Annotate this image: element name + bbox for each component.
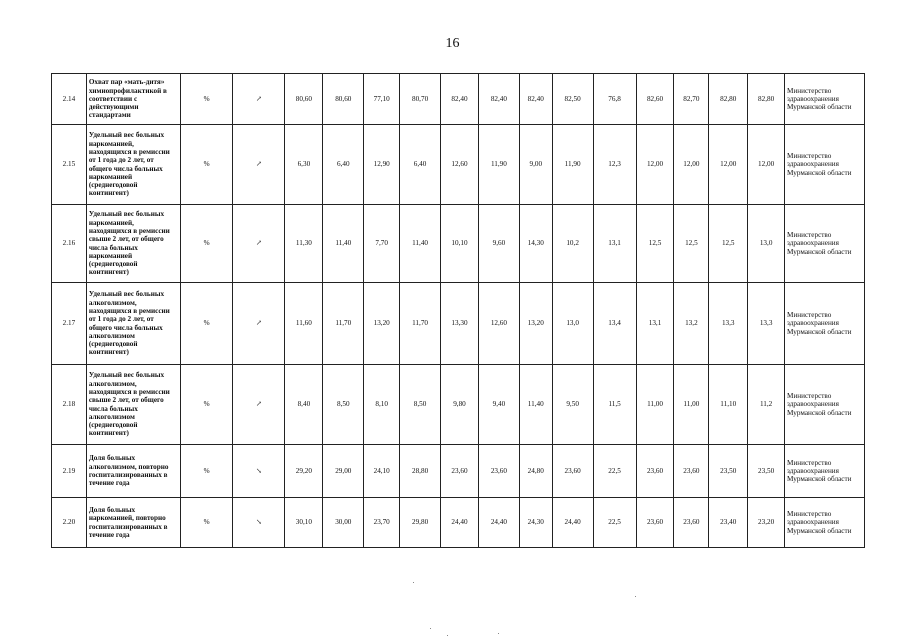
value-cell: 11,10 [709, 365, 748, 445]
value-cell: 11,40 [519, 365, 552, 445]
table-row [52, 74, 865, 125]
value-cell: 23,60 [552, 445, 593, 498]
value-cell: 12,60 [441, 125, 479, 205]
trend-arrow-icon: ↗ [233, 283, 285, 365]
unit-cell: % [181, 498, 233, 548]
scan-speck [430, 628, 431, 629]
value-cell: 82,70 [674, 74, 709, 125]
value-cell: 22,5 [593, 498, 636, 548]
value-cell: 12,5 [674, 205, 709, 283]
unit-cell: % [181, 445, 233, 498]
value-cell: 6,40 [400, 125, 441, 205]
value-cell: 76,8 [593, 74, 636, 125]
value-cell: 7,70 [364, 205, 400, 283]
table-row [52, 365, 865, 445]
value-cell: 13,3 [709, 283, 748, 365]
value-cell: 11,00 [674, 365, 709, 445]
value-cell: 29,20 [285, 445, 323, 498]
value-cell: 11,2 [748, 365, 785, 445]
value-cell: 23,20 [748, 498, 785, 548]
value-cell: 8,50 [400, 365, 441, 445]
value-cell: 13,0 [552, 283, 593, 365]
value-cell: 13,20 [519, 283, 552, 365]
responsible-dept: Министерство здравоохранения Мурманской области [785, 283, 865, 365]
scan-speck [413, 582, 414, 583]
value-cell: 24,40 [552, 498, 593, 548]
value-cell: 13,30 [441, 283, 479, 365]
value-cell: 9,60 [478, 205, 519, 283]
value-cell: 12,00 [748, 125, 785, 205]
value-cell: 82,40 [478, 74, 519, 125]
value-cell: 30,10 [285, 498, 323, 548]
trend-arrow-icon: ↘ [233, 498, 285, 548]
indicator-name: Охват пар «мать-дитя» химиопрофилактикой в соответствии с действующими стандартами [86, 74, 180, 125]
value-cell: 11,5 [593, 365, 636, 445]
value-cell: 23,50 [748, 445, 785, 498]
scan-speck [447, 635, 448, 636]
unit-cell: % [181, 125, 233, 205]
trend-arrow-icon: ↗ [233, 125, 285, 205]
value-cell: 28,80 [400, 445, 441, 498]
value-cell: 12,00 [709, 125, 748, 205]
table-row [52, 498, 865, 548]
row-index: 2.19 [52, 445, 87, 498]
value-cell: 22,5 [593, 445, 636, 498]
value-cell: 24,10 [364, 445, 400, 498]
value-cell: 11,00 [636, 365, 674, 445]
indicator-name: Удельный вес больных алкоголизмом, находящихся в ремиссии свыше 2 лет, от общего числа больных алкоголизмом (среднегодовой контингент) [86, 365, 180, 445]
value-cell: 8,50 [323, 365, 364, 445]
indicator-name: Удельный вес больных алкоголизмом, находящихся в ремиссии от 1 года до 2 лет, от общего числа больных алкоголизмом (среднегодовой контингент) [86, 283, 180, 365]
value-cell: 13,4 [593, 283, 636, 365]
value-cell: 82,80 [709, 74, 748, 125]
value-cell: 12,00 [674, 125, 709, 205]
table-row [52, 205, 865, 283]
value-cell: 11,70 [400, 283, 441, 365]
row-index: 2.18 [52, 365, 87, 445]
value-cell: 29,00 [323, 445, 364, 498]
value-cell: 23,60 [674, 498, 709, 548]
value-cell: 23,50 [709, 445, 748, 498]
value-cell: 12,3 [593, 125, 636, 205]
value-cell: 12,5 [636, 205, 674, 283]
value-cell: 80,70 [400, 74, 441, 125]
value-cell: 9,50 [552, 365, 593, 445]
value-cell: 12,5 [709, 205, 748, 283]
value-cell: 23,60 [636, 445, 674, 498]
value-cell: 14,30 [519, 205, 552, 283]
value-cell: 77,10 [364, 74, 400, 125]
value-cell: 23,60 [441, 445, 479, 498]
value-cell: 13,1 [636, 283, 674, 365]
responsible-dept: Министерство здравоохранения Мурманской области [785, 445, 865, 498]
value-cell: 11,90 [478, 125, 519, 205]
value-cell: 9,80 [441, 365, 479, 445]
value-cell: 13,2 [674, 283, 709, 365]
responsible-dept: Министерство здравоохранения Мурманской области [785, 125, 865, 205]
value-cell: 10,2 [552, 205, 593, 283]
value-cell: 23,60 [636, 498, 674, 548]
value-cell: 82,80 [748, 74, 785, 125]
value-cell: 12,60 [478, 283, 519, 365]
trend-arrow-icon: ↗ [233, 205, 285, 283]
value-cell: 13,1 [593, 205, 636, 283]
value-cell: 82,40 [441, 74, 479, 125]
table-body [52, 74, 865, 548]
value-cell: 29,80 [400, 498, 441, 548]
value-cell: 11,60 [285, 283, 323, 365]
page-number: 16 [445, 36, 460, 51]
value-cell: 13,20 [364, 283, 400, 365]
value-cell: 9,40 [478, 365, 519, 445]
value-cell: 24,30 [519, 498, 552, 548]
value-cell: 8,10 [364, 365, 400, 445]
value-cell: 30,00 [323, 498, 364, 548]
value-cell: 12,00 [636, 125, 674, 205]
value-cell: 82,40 [519, 74, 552, 125]
scan-speck [498, 633, 499, 634]
indicator-name: Удельный вес больных наркоманией, находящихся в ремиссии свыше 2 лет, от общего числа больных наркоманией (среднегодовой контингент) [86, 205, 180, 283]
value-cell: 23,40 [709, 498, 748, 548]
indicators-table [51, 73, 865, 548]
value-cell: 11,70 [323, 283, 364, 365]
row-index: 2.14 [52, 74, 87, 125]
table-row [52, 445, 865, 498]
value-cell: 11,90 [552, 125, 593, 205]
value-cell: 6,30 [285, 125, 323, 205]
value-cell: 10,10 [441, 205, 479, 283]
value-cell: 24,40 [441, 498, 479, 548]
row-index: 2.20 [52, 498, 87, 548]
trend-arrow-icon: ↗ [233, 365, 285, 445]
value-cell: 23,60 [674, 445, 709, 498]
row-index: 2.17 [52, 283, 87, 365]
value-cell: 11,40 [400, 205, 441, 283]
value-cell: 13,3 [748, 283, 785, 365]
value-cell: 80,60 [323, 74, 364, 125]
scan-speck [635, 596, 636, 597]
responsible-dept: Министерство здравоохранения Мурманской области [785, 205, 865, 283]
value-cell: 13,0 [748, 205, 785, 283]
unit-cell: % [181, 283, 233, 365]
row-index: 2.15 [52, 125, 87, 205]
value-cell: 11,40 [323, 205, 364, 283]
trend-arrow-icon: ↘ [233, 445, 285, 498]
row-index: 2.16 [52, 205, 87, 283]
table-row [52, 283, 865, 365]
value-cell: 82,50 [552, 74, 593, 125]
value-cell: 8,40 [285, 365, 323, 445]
value-cell: 24,40 [478, 498, 519, 548]
trend-arrow-icon: ↗ [233, 74, 285, 125]
value-cell: 11,30 [285, 205, 323, 283]
unit-cell: % [181, 365, 233, 445]
value-cell: 9,00 [519, 125, 552, 205]
table-row [52, 125, 865, 205]
indicator-name: Доля больных алкоголизмом, повторно госпитализированных в течение года [86, 445, 180, 498]
responsible-dept: Министерство здравоохранения Мурманской области [785, 74, 865, 125]
unit-cell: % [181, 74, 233, 125]
value-cell: 6,40 [323, 125, 364, 205]
indicator-name: Удельный вес больных наркоманией, находящихся в ремиссии от 1 года до 2 лет, от общего числа больных наркоманией (среднегодовой контингент) [86, 125, 180, 205]
responsible-dept: Министерство здравоохранения Мурманской области [785, 498, 865, 548]
value-cell: 23,70 [364, 498, 400, 548]
value-cell: 12,90 [364, 125, 400, 205]
unit-cell: % [181, 205, 233, 283]
indicator-name: Доля больных наркоманией, повторно госпитализированных в течение года [86, 498, 180, 548]
responsible-dept: Министерство здравоохранения Мурманской области [785, 365, 865, 445]
value-cell: 80,60 [285, 74, 323, 125]
value-cell: 82,60 [636, 74, 674, 125]
value-cell: 23,60 [478, 445, 519, 498]
value-cell: 24,80 [519, 445, 552, 498]
